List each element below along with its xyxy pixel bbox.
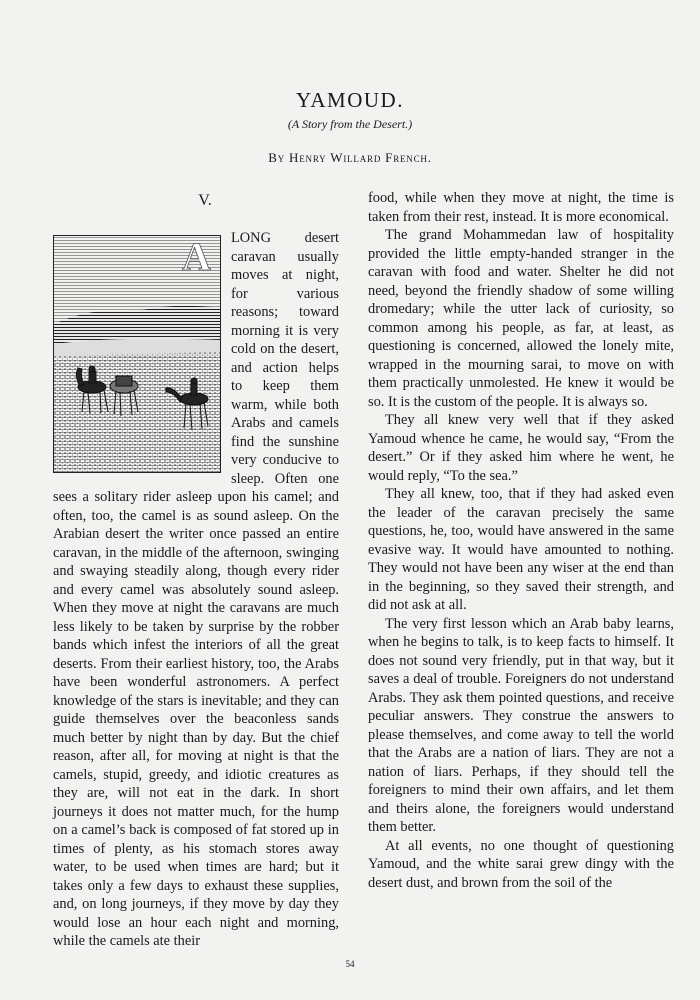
- paragraph: The grand Mohammedan law of hospitality provided the little empty-handed stranger in the caravan with food and water. Shelter he did not need, beyond the friendly shadow of some willing dromedary; while the utter lack of curiosity, so common among his people, as far, at least, as questioning is concerned, allowed the lonely mite, wrapped in the mourning sarai, to move on with them practically unmolested. He knew it would be so. It is the custom of the people. It is always so.: [368, 227, 674, 410]
- article-title: YAMOUD.: [296, 88, 404, 112]
- article-subtitle: (A Story from the Desert.): [287, 117, 413, 131]
- paragraph: food, while when they move at night, the time is taken from their rest, instead. It is more economical.: [368, 190, 674, 225]
- desert-caravan-engraving-icon: [54, 236, 220, 472]
- article-byline: By Henry Willard French.: [268, 150, 432, 165]
- chapter-number: V.: [198, 192, 212, 209]
- paragraph: At all events, no one thought of questioning Yamoud, and the white sarai grew dingy with the desert dust, and brown from the soil of the: [368, 837, 674, 891]
- paragraph: They all knew, too, that if they had asked even the leader of the caravan precisely the same questions, he, too, would have answered in the same evasive way. It would have amounted to nothing. They would not have been any wiser at the end than in the beginning, so they saved their strength, and did not ask at all.: [368, 486, 674, 613]
- left-column: [53, 229, 339, 951]
- drop-cap-letter: A: [182, 236, 211, 279]
- paragraph: The very first lesson which an Arab baby learns, when he begins to talk, is to keep facts to himself. It does not sound very friendly, put in that way, but it saves a deal of trouble. Foreigners do not understand Arabs. They ask them pointed questions, and receive peculiar answers. They construe the answers to please themselves, and come away to tell the world that the Arabs are a nation of liars. They are not a nation of liars. Perhaps, if they should tell the foreigners to mind their own affairs, and let them and theirs alone, the foreigners would understand them better.: [368, 615, 674, 835]
- desert-caravan-illustration: [53, 235, 221, 473]
- page-number: 54: [345, 959, 355, 969]
- right-column: [368, 189, 674, 892]
- paragraph: They all knew very well that if they asked Yamoud whence he came, he would say, “From the desert.” Or if they asked him where he went, he would reply, “To the sea.”: [368, 412, 674, 484]
- paragraph: LONG desert caravan usually moves at night, for various reasons; toward morning it is very cold on the desert, and action helps to keep them warm, while both Arabs and camels find the sunshine very conducive to sleep. Often one sees a solitary rider asleep upon his camel; and often, too, the camel is as sound asleep. On the Arabian desert the writer once passed an entire caravan, in the middle of the afternoon, swinging and swaying steadily along, though every rider and every camel was absolutely sound asleep. When they move at night the caravans are much less likely to be taken by surprise by the robber bands which infest the interiors of all the great deserts. From their earliest history, too, the Arabs have been wonderful astronomers. A perfect knowledge of the stars is inevitable; and they can guide themselves over the beaconless sands much better by night than by day. But the chief reason, after all, for moving at night is that the camels, stupid, greedy, and idiotic creatures as they are, will not eat in the dark. In short journeys it does not matter much, for the hump on a camel’s back is composed of fat stored up in times of plenty, as his stomach stores away water, to be used when times are hard; but it takes only a few days to exhaust these supplies, and, on long journeys, if they move by day they would lose an hour each night and morning, while the camels ate their: [53, 230, 339, 949]
